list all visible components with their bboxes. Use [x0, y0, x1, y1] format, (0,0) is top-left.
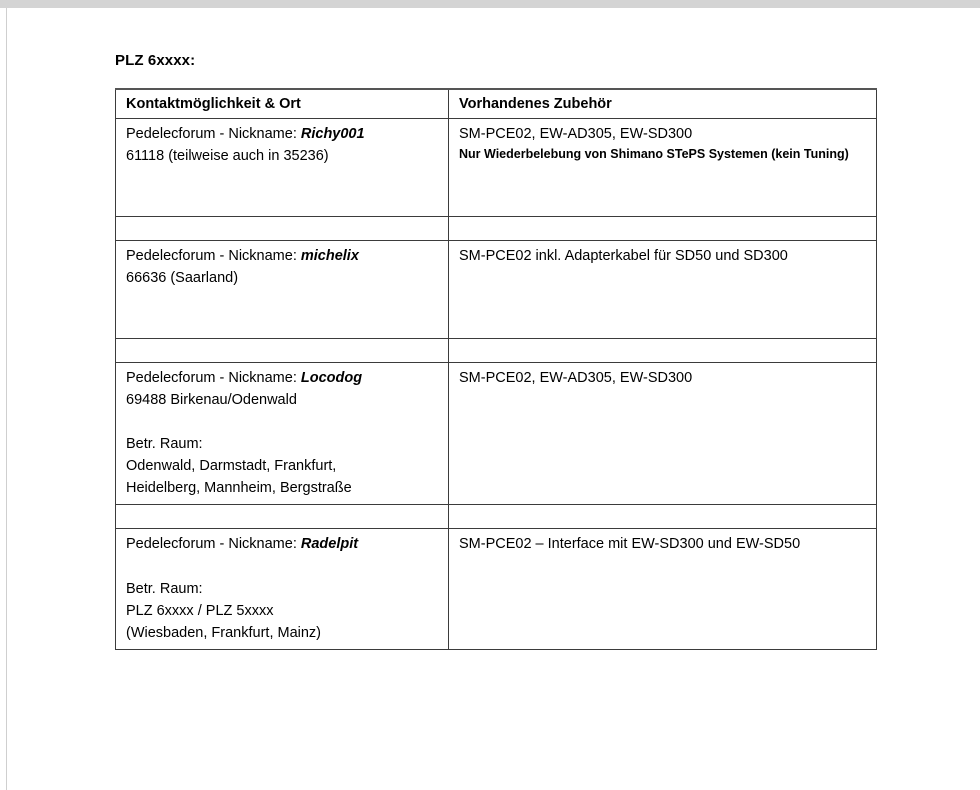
document-page [7, 8, 980, 790]
contact-cell-padding [126, 189, 440, 211]
contact-nickname: Radelpit [300, 536, 359, 553]
betr-raum-line: Odenwald, Darmstadt, Frankfurt, [126, 458, 337, 475]
cell-accessories [449, 363, 877, 505]
contact-paragraph-gap [126, 556, 440, 578]
contact-nickname: Richy001 [300, 126, 365, 143]
table-row [116, 241, 877, 339]
spacer-cell-accessories [449, 339, 877, 363]
contact-prefix: Pedelecforum - Nickname: [126, 126, 301, 143]
table-row [116, 363, 877, 505]
contact-table [115, 88, 877, 650]
cell-contact [116, 241, 449, 339]
contact-nickname: Locodog [300, 370, 363, 387]
table-body [116, 119, 877, 650]
contact-nickname-line [126, 533, 440, 555]
page-title: PLZ 6xxxx: [115, 52, 196, 69]
betr-raum-line: PLZ 6xxxx / PLZ 5xxxx [126, 602, 274, 619]
table-row [116, 119, 877, 217]
accessories-text: SM-PCE02 – Interface mit EW-SD300 und EW-SD50 [459, 536, 801, 553]
cell-contact [116, 119, 449, 217]
accessories-text: SM-PCE02 inkl. Adapterkabel für SD50 und SD300 [459, 248, 788, 265]
contact-nickname-line [126, 367, 440, 389]
spacer-cell-contact [116, 217, 449, 241]
spacer-cell-contact [116, 339, 449, 363]
contact-nickname: michelix [300, 248, 359, 265]
contact-prefix: Pedelecforum - Nickname: [126, 248, 301, 265]
contact-location-line: 61118 (teilweise auch in 35236) [126, 148, 329, 165]
spacer-cell-accessories [449, 505, 877, 529]
contact-cell-padding [126, 167, 440, 189]
accessories-text: SM-PCE02, EW-AD305, EW-SD300 [459, 126, 693, 143]
column-header-contact: Kontaktmöglichkeit & Ort [116, 89, 449, 119]
spacer-cell-accessories [449, 217, 877, 241]
cell-accessories [449, 119, 877, 217]
table-spacer-row [116, 217, 877, 241]
contact-nickname-line [126, 123, 440, 145]
cell-accessories [449, 241, 877, 339]
contact-location-line: 69488 Birkenau/Odenwald [126, 392, 297, 409]
cell-accessories [449, 529, 877, 649]
betr-raum-label: Betr. Raum: [126, 580, 203, 597]
cell-contact [116, 529, 449, 649]
window-top-band [0, 0, 980, 8]
contact-cell-padding [126, 289, 440, 311]
contact-nickname-line [126, 245, 440, 267]
accessories-note: Nur Wiederbelebung von Shimano STePS Systemen (kein Tuning) [459, 147, 849, 162]
cell-contact [116, 363, 449, 505]
contact-location-line: 66636 (Saarland) [126, 270, 239, 287]
table-spacer-row [116, 339, 877, 363]
betr-raum-line: Heidelberg, Mannheim, Bergstraße [126, 480, 352, 497]
table-header-row [116, 89, 877, 119]
betr-raum-label: Betr. Raum: [126, 436, 203, 453]
contact-prefix: Pedelecforum - Nickname: [126, 536, 301, 553]
table-spacer-row [116, 505, 877, 529]
contact-prefix: Pedelecforum - Nickname: [126, 370, 301, 387]
accessories-text: SM-PCE02, EW-AD305, EW-SD300 [459, 370, 693, 387]
column-header-accessories: Vorhandenes Zubehör [449, 89, 877, 119]
spacer-cell-contact [116, 505, 449, 529]
contact-paragraph-gap [126, 411, 440, 433]
betr-raum-line: (Wiesbaden, Frankfurt, Mainz) [126, 624, 322, 641]
table-row [116, 529, 877, 649]
contact-cell-padding [126, 311, 440, 333]
